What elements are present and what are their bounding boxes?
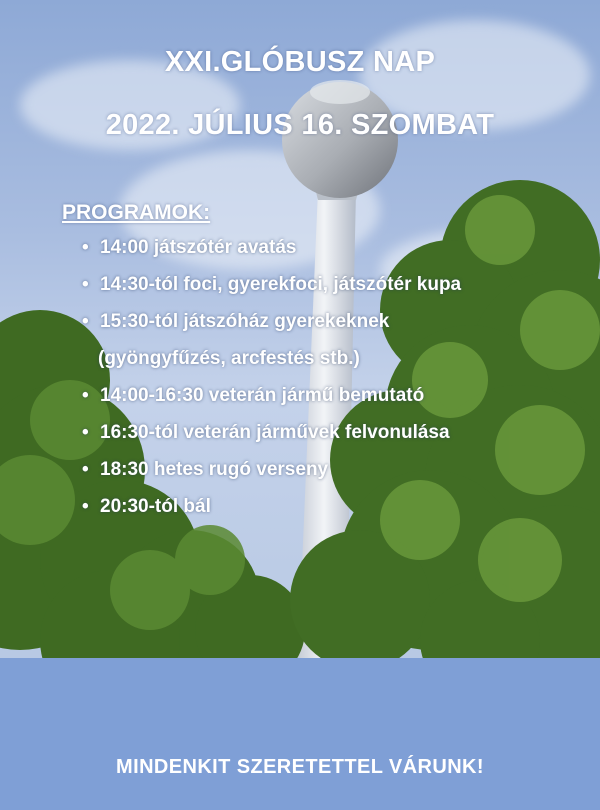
program-heading: PROGRAMOK: <box>62 201 211 224</box>
program-list <box>80 238 590 534</box>
program-item: • 14:00-16:30 veterán jármű bemutató <box>80 386 590 406</box>
event-title: XXI.GLÓBUSZ NAP <box>164 46 436 78</box>
welcome-message: MINDENKIT SZERETETTEL VÁRUNK! <box>116 756 484 778</box>
tank-highlight <box>310 80 370 104</box>
program-item: • 16:30-tól veterán járművek felvonulása <box>80 423 590 443</box>
program-item: • 18:30 hetes rugó verseny <box>80 460 590 480</box>
program-item: • 14:00 játszótér avatás <box>80 238 590 258</box>
program-item: • 14:30-tól foci, gyerekfoci, játszótér kupa <box>80 275 590 295</box>
footer-band <box>0 658 600 810</box>
event-date: 2022. JÚLIUS 16. SZOMBAT <box>105 109 495 141</box>
program-item: • 15:30-tól játszóház gyerekeknek (gyöngyfűzés, arcfestés stb.) <box>80 312 590 369</box>
program-item-continuation: (gyöngyfűzés, arcfestés stb.) <box>98 348 360 369</box>
program-item: • 20:30-tól bál <box>80 497 590 517</box>
